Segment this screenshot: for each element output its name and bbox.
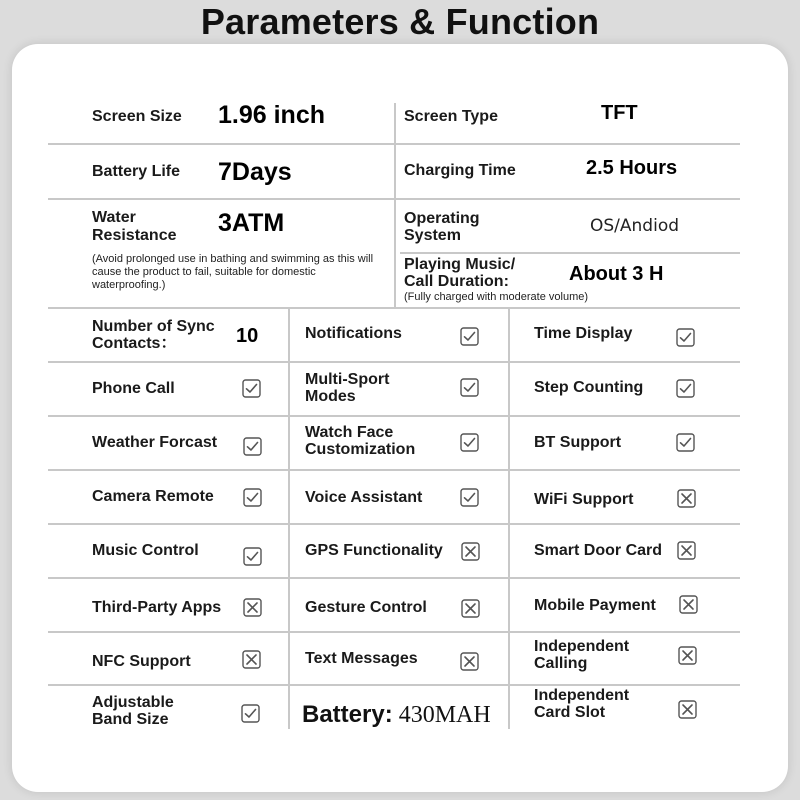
divider xyxy=(400,252,740,254)
checkbox-crossed-icon xyxy=(678,700,697,719)
feature-label-gesture-control: Gesture Control xyxy=(305,599,427,616)
checkbox-crossed-icon xyxy=(243,598,262,617)
checkbox-checked-icon xyxy=(460,488,479,507)
divider xyxy=(48,523,740,525)
feature-label-watch-face-customization-2: Customization xyxy=(305,441,416,458)
operating-system-label-2: System xyxy=(404,227,461,244)
checkbox-crossed-icon xyxy=(461,599,480,618)
divider xyxy=(48,684,740,686)
divider xyxy=(48,469,740,471)
sync-contacts-label-1: Number of Sync xyxy=(92,318,215,335)
checkbox-checked-icon xyxy=(242,379,261,398)
battery-life-value: 7Days xyxy=(218,158,292,186)
feature-label-wifi-support: WiFi Support xyxy=(534,491,634,508)
water-resistance-label-1: Water xyxy=(92,209,136,226)
battery-label: Battery: xyxy=(302,701,393,728)
feature-label-third-party-apps: Third-Party Apps xyxy=(92,599,222,616)
feature-label-smart-door-card: Smart Door Card xyxy=(534,542,663,559)
feature-label-mobile-payment: Mobile Payment xyxy=(534,597,656,614)
divider xyxy=(48,361,740,363)
feature-label-independent-card-slot-1: Independent xyxy=(534,687,630,704)
operating-system-label-1: Operating xyxy=(404,210,480,227)
checkbox-crossed-icon xyxy=(679,595,698,614)
checkbox-crossed-icon xyxy=(460,652,479,671)
checkbox-checked-icon xyxy=(460,433,479,452)
feature-label-step-counting: Step Counting xyxy=(534,379,644,396)
playing-music-label-2: Call Duration: xyxy=(404,273,509,290)
feature-label-gps-functionality: GPS Functionality xyxy=(305,542,443,559)
playing-music-label-1: Playing Music/ xyxy=(404,256,516,273)
screen-type-value: TFT xyxy=(601,102,638,124)
checkbox-checked-icon xyxy=(460,327,479,346)
checkbox-checked-icon xyxy=(241,704,260,723)
feature-label-multi-sport-modes-1: Multi-Sport xyxy=(305,371,390,388)
divider xyxy=(48,577,740,579)
sync-contacts-label-2: Contacts： xyxy=(92,335,177,352)
feature-label-multi-sport-modes-2: Modes xyxy=(305,388,356,405)
checkbox-crossed-icon xyxy=(461,542,480,561)
feature-label-independent-calling-1: Independent xyxy=(534,638,630,655)
feature-label-time-display: Time Display xyxy=(534,325,633,342)
divider xyxy=(288,309,290,729)
divider xyxy=(394,103,396,307)
screen-type-label: Screen Type xyxy=(404,108,498,125)
playing-music-value: About 3 H xyxy=(569,263,664,285)
feature-label-notifications: Notifications xyxy=(305,325,402,342)
feature-label-watch-face-customization-1: Watch Face xyxy=(305,424,394,441)
water-resistance-label-2: Resistance xyxy=(92,227,177,244)
checkbox-crossed-icon xyxy=(678,646,697,665)
battery-capacity xyxy=(302,702,491,728)
checkbox-checked-icon xyxy=(676,379,695,398)
feature-label-text-messages: Text Messages xyxy=(305,650,418,667)
divider xyxy=(48,631,740,633)
playing-music-note: (Fully charged with moderate volume) xyxy=(404,291,589,303)
checkbox-crossed-icon xyxy=(242,650,261,669)
checkbox-checked-icon xyxy=(243,437,262,456)
feature-label-adjustable-band-size-2: Band Size xyxy=(92,711,169,728)
checkbox-checked-icon xyxy=(676,328,695,347)
battery-life-label: Battery Life xyxy=(92,163,181,180)
feature-label-weather-forcast: Weather Forcast xyxy=(92,434,218,451)
water-resistance-value: 3ATM xyxy=(218,209,285,237)
checkbox-checked-icon xyxy=(243,547,262,566)
feature-label-music-control: Music Control xyxy=(92,542,199,559)
page-title: Parameters & Function xyxy=(200,1,600,42)
divider xyxy=(508,309,510,729)
feature-label-adjustable-band-size-1: Adjustable xyxy=(92,694,174,711)
charging-time-value: 2.5 Hours xyxy=(586,157,678,179)
divider xyxy=(48,307,740,309)
water-resistance-note: (Avoid prolonged use in bathing and swimming as this will cause the product to fail, suitable for domestic waterproofing.) xyxy=(92,253,374,291)
feature-label-independent-calling-2: Calling xyxy=(534,655,588,672)
battery-value: 430MAH xyxy=(398,702,491,728)
screen-size-value: 1.96 inch xyxy=(218,101,325,129)
checkbox-checked-icon xyxy=(676,433,695,452)
feature-label-nfc-support: NFC Support xyxy=(92,653,191,670)
operating-system-value: OS/Andiod xyxy=(590,216,680,236)
feature-label-independent-card-slot-2: Card Slot xyxy=(534,704,606,721)
checkbox-checked-icon xyxy=(460,378,479,397)
screen-size-label: Screen Size xyxy=(92,108,182,125)
sync-contacts-value: 10 xyxy=(236,325,259,347)
charging-time-label: Charging Time xyxy=(404,162,516,179)
checkbox-crossed-icon xyxy=(677,489,696,508)
feature-label-phone-call: Phone Call xyxy=(92,380,175,397)
feature-label-camera-remote: Camera Remote xyxy=(92,488,214,505)
checkbox-checked-icon xyxy=(243,488,262,507)
feature-label-voice-assistant: Voice Assistant xyxy=(305,489,423,506)
divider xyxy=(48,415,740,417)
checkbox-crossed-icon xyxy=(677,541,696,560)
feature-label-bt-support: BT Support xyxy=(534,434,622,451)
